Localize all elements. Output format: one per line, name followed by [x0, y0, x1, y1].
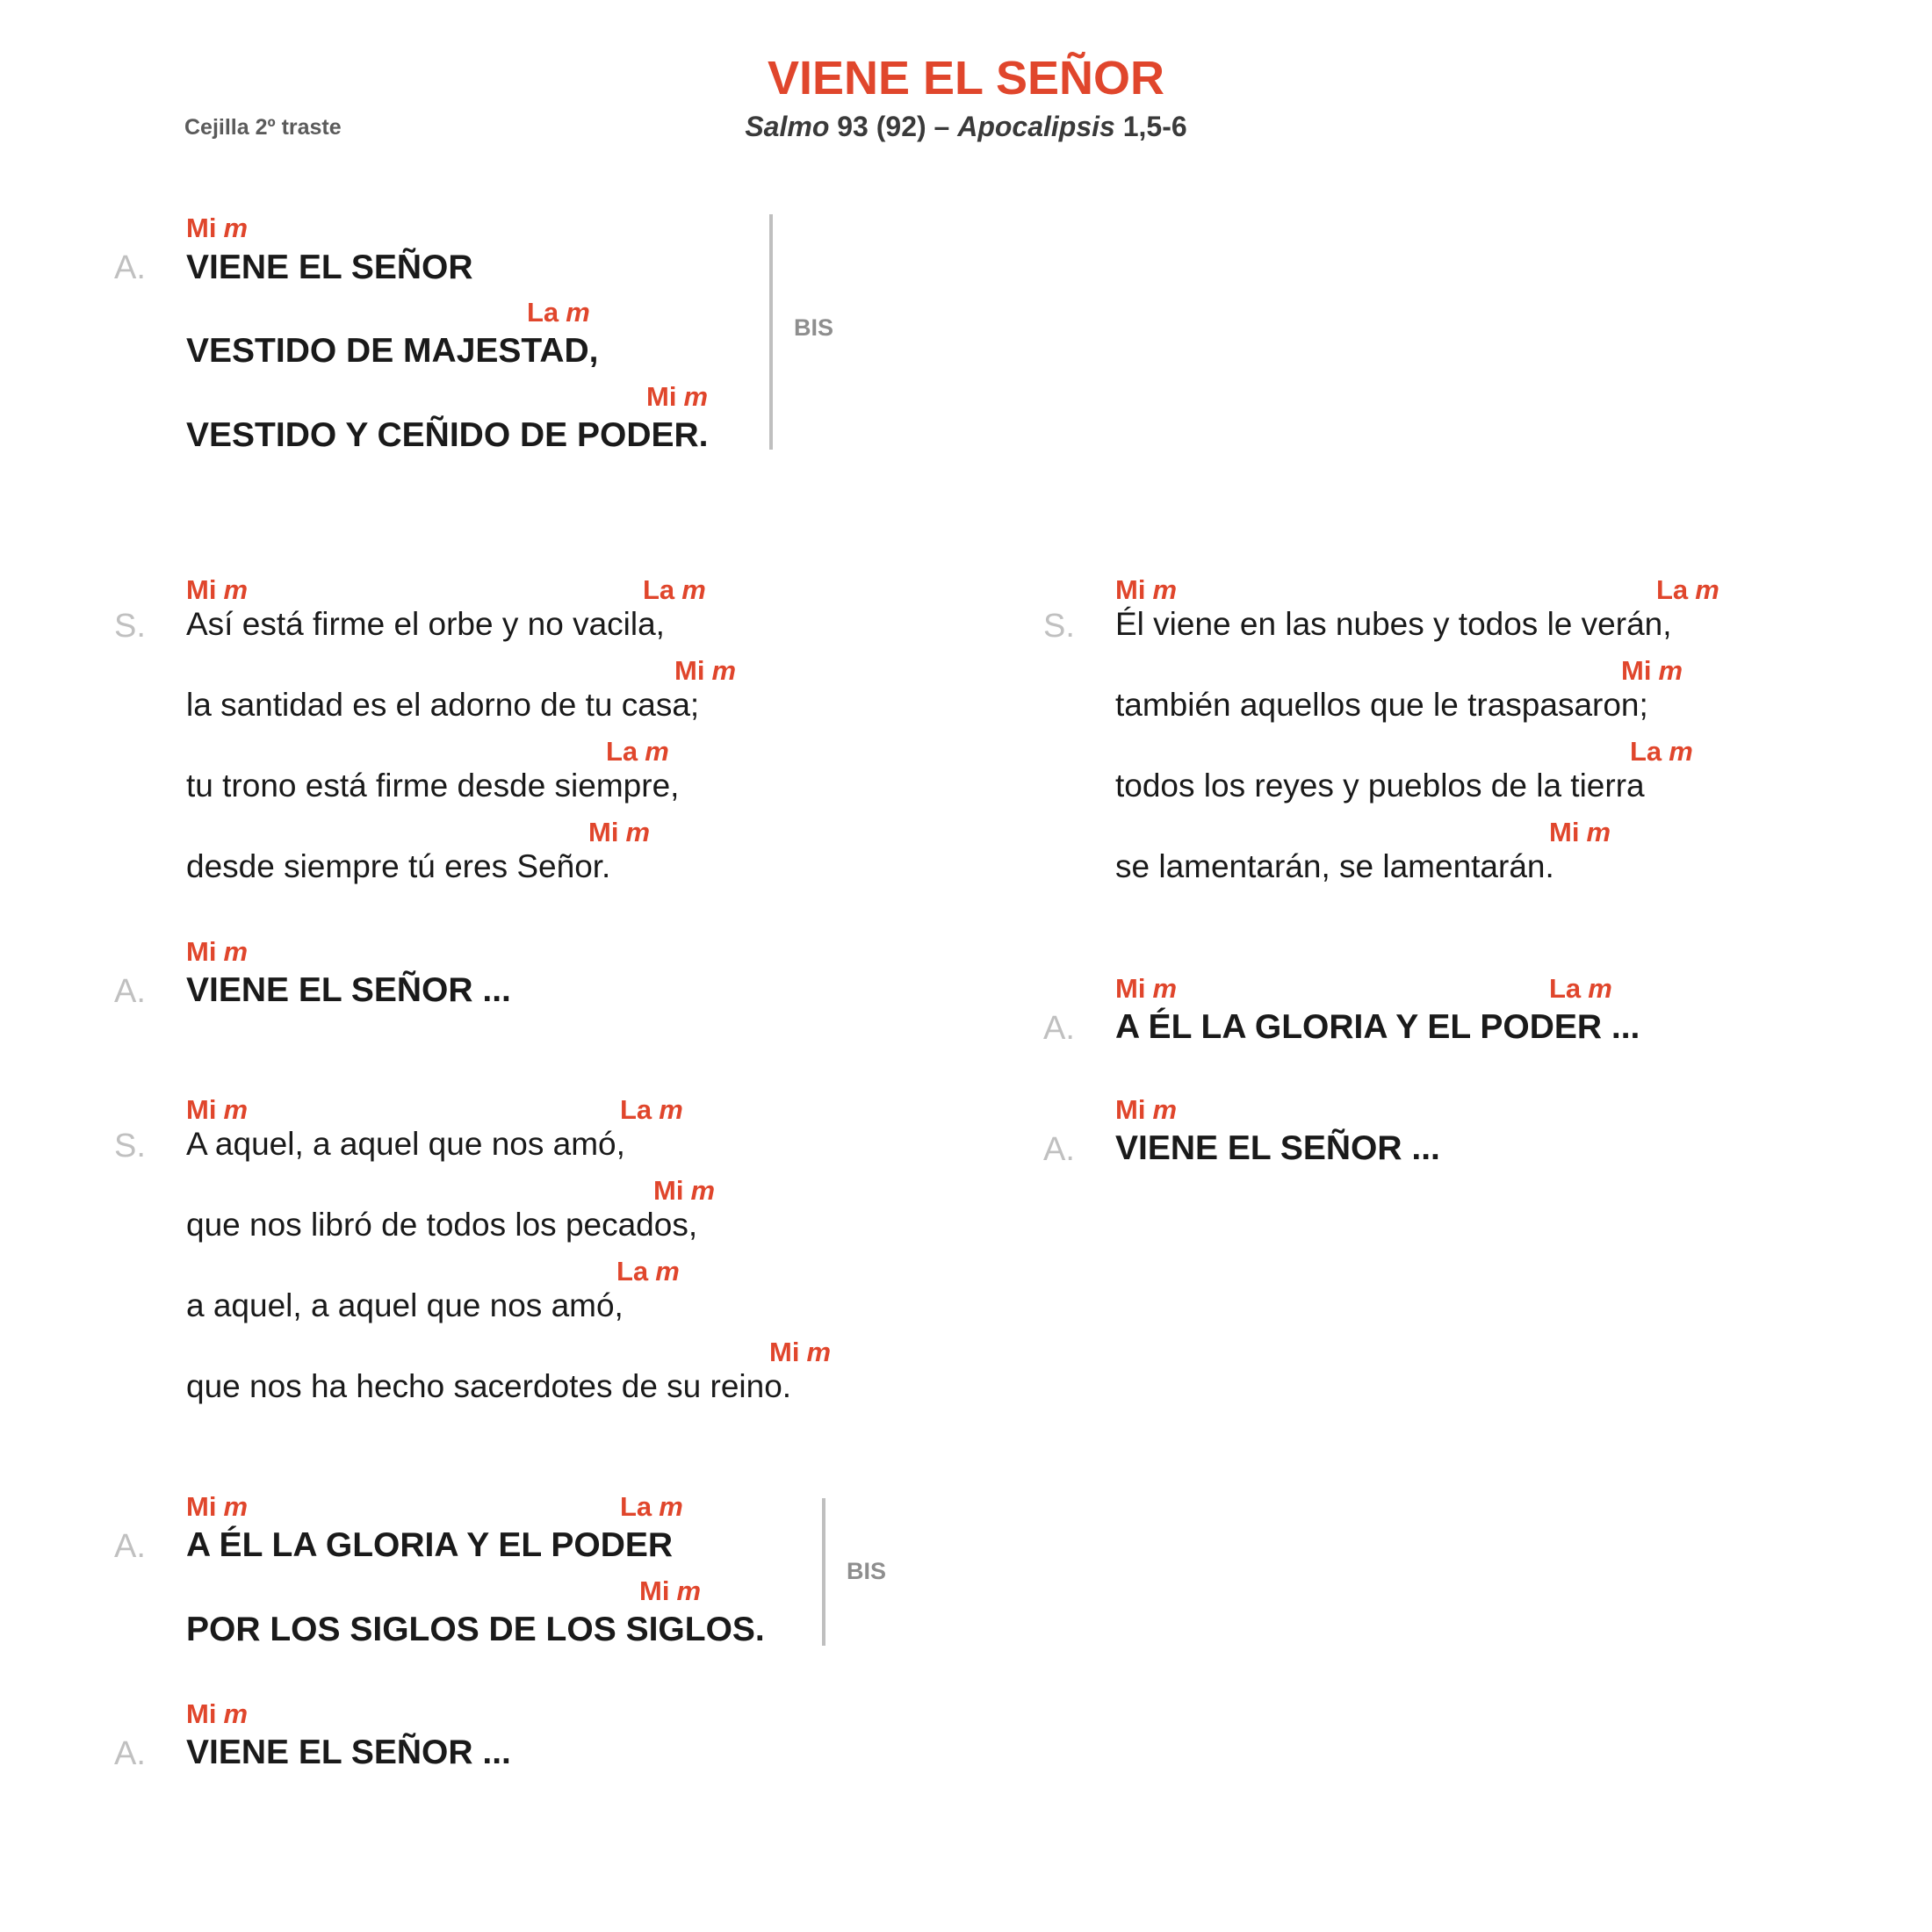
antiphon-marker: A.	[114, 1735, 146, 1772]
chord: La m	[620, 1094, 683, 1125]
lyric-line: VIENE EL SEÑOR	[186, 249, 473, 286]
source-apocalypse: Apocalipsis	[957, 111, 1115, 142]
chord: Mi m	[639, 1575, 702, 1606]
chord: Mi m	[186, 1491, 249, 1522]
chord: Mi m	[186, 213, 249, 243]
lyric-line: VESTIDO DE MAJESTAD,	[186, 332, 599, 370]
lyric-line: A aquel, a aquel que nos amó,	[186, 1126, 625, 1162]
lyric-line: VIENE EL SEÑOR ...	[186, 971, 511, 1009]
chord: La m	[606, 736, 669, 767]
lyric-line: Él viene en las nubes y todos le verán,	[1115, 606, 1672, 642]
repeat-bracket	[822, 1498, 825, 1646]
chord: Mi m	[1115, 973, 1178, 1004]
chord: Mi m	[588, 817, 651, 847]
chord: Mi m	[1115, 1094, 1178, 1125]
chord: Mi m	[646, 381, 709, 412]
lyric-line: POR LOS SIGLOS DE LOS SIGLOS.	[186, 1611, 765, 1648]
antiphon-marker: A.	[1043, 1010, 1075, 1047]
antiphon-marker: A.	[114, 1528, 146, 1565]
chord: Mi m	[186, 574, 249, 605]
chord: La m	[643, 574, 706, 605]
chord: La m	[1656, 574, 1719, 605]
lyric-line: VESTIDO Y CEÑIDO DE PODER.	[186, 416, 709, 454]
chord: Mi m	[674, 655, 737, 686]
lyric-line: A ÉL LA GLORIA Y EL PODER	[186, 1526, 674, 1564]
lyric-line: A ÉL LA GLORIA Y EL PODER ...	[1115, 1008, 1640, 1046]
chord: La m	[1630, 736, 1693, 767]
stanza-marker: S.	[1043, 608, 1075, 645]
source-psalm: Salmo	[745, 111, 830, 142]
lyric-line: también aquellos que le traspasaron;	[1115, 687, 1648, 723]
chord: La m	[1549, 973, 1612, 1004]
antiphon-marker: A.	[1043, 1131, 1075, 1168]
chord: La m	[616, 1256, 680, 1287]
chord: Mi m	[1115, 574, 1178, 605]
lyric-line: VIENE EL SEÑOR ...	[186, 1734, 511, 1771]
lyric-line: todos los reyes y pueblos de la tierra	[1115, 768, 1645, 804]
lyric-line: VIENE EL SEÑOR ...	[1115, 1129, 1440, 1167]
chord: Mi m	[186, 936, 249, 967]
lyric-line: la santidad es el adorno de tu casa;	[186, 687, 700, 723]
song-title: VIENE EL SEÑOR	[767, 52, 1165, 105]
antiphon-marker: A.	[114, 249, 146, 286]
lyric-line: Así está firme el orbe y no vacila,	[186, 606, 665, 642]
chord: Mi m	[186, 1698, 249, 1729]
lyric-line: que nos ha hecho sacerdotes de su reino.	[186, 1368, 792, 1404]
lyric-line: que nos libró de todos los pecados,	[186, 1207, 698, 1243]
stanza-marker: S.	[114, 608, 146, 645]
chord: La m	[620, 1491, 683, 1522]
chord: La m	[527, 297, 590, 328]
source-psalm-ref: 93 (92) –	[829, 111, 958, 142]
capo-note: Cejilla 2º traste	[184, 115, 342, 140]
stanza-marker: S.	[114, 1128, 146, 1164]
lyric-line: se lamentarán, se lamentarán.	[1115, 848, 1554, 884]
bis-label: BIS	[847, 1558, 887, 1584]
lyric-line: tu trono está firme desde siempre,	[186, 768, 680, 804]
bis-label: BIS	[794, 314, 834, 341]
repeat-bracket	[769, 214, 773, 450]
lyric-line: desde siempre tú eres Señor.	[186, 848, 611, 884]
chord: Mi m	[653, 1175, 716, 1206]
lyric-line: a aquel, a aquel que nos amó,	[186, 1287, 624, 1323]
chord: Mi m	[769, 1337, 832, 1367]
chord: Mi m	[1621, 655, 1683, 686]
antiphon-marker: A.	[114, 973, 146, 1010]
source-apocalypse-ref: 1,5-6	[1114, 111, 1187, 142]
chord: Mi m	[186, 1094, 249, 1125]
chord: Mi m	[1549, 817, 1611, 847]
